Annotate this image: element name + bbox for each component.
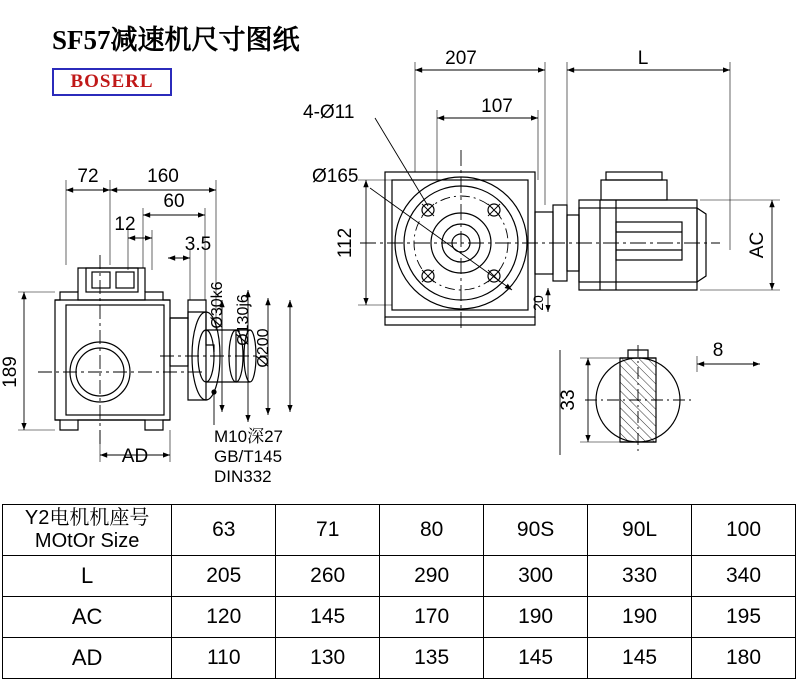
dim-107: 107 — [481, 96, 513, 117]
dim-d165: Ø165 — [312, 166, 359, 187]
dim-60: 60 — [163, 191, 185, 212]
brand-logo-text: BOSERL — [70, 71, 154, 92]
dim-3-5: 3.5 — [184, 234, 212, 255]
table-cell: 205 — [172, 556, 276, 597]
table-cell: 340 — [692, 556, 796, 597]
dim-160: 160 — [147, 166, 179, 187]
table-cell: 300 — [484, 556, 588, 597]
dim-4-d11: 4-Ø11 — [303, 102, 355, 123]
table-cell: 145 — [484, 638, 588, 679]
dim-8: 8 — [712, 340, 724, 361]
table-size-cell: 90L — [588, 505, 692, 556]
table-cell: 260 — [276, 556, 380, 597]
table-header-row — [3, 505, 796, 556]
table-size-cell: 71 — [276, 505, 380, 556]
label-AC: AC — [747, 231, 768, 259]
note-din: DIN332 — [214, 467, 272, 486]
table-cell: 190 — [484, 597, 588, 638]
dim-207: 207 — [445, 48, 477, 69]
table-cell: 135 — [380, 638, 484, 679]
dim-189: 189 — [0, 356, 21, 388]
table-cell: 145 — [588, 638, 692, 679]
page-title: SF57减速机尺寸图纸 — [52, 25, 300, 55]
table-cell: 110 — [172, 638, 276, 679]
table-row — [3, 556, 796, 597]
table-cell: 130 — [276, 638, 380, 679]
table-header-label — [3, 505, 172, 556]
note-gb: GB/T145 — [214, 447, 283, 466]
table-header-line2: MOtOr Size — [34, 530, 140, 552]
dim-33: 33 — [558, 389, 579, 411]
table-row-label: L — [3, 556, 172, 597]
dim-12: 12 — [114, 214, 136, 235]
table-size-cell: 90S — [484, 505, 588, 556]
dim-d30k6: Ø30k6 — [209, 281, 226, 329]
table-cell: 180 — [692, 638, 796, 679]
dim-20: 20 — [530, 295, 546, 311]
dim-d200: Ø200 — [255, 328, 272, 368]
table-cell: 170 — [380, 597, 484, 638]
label-AD: AD — [121, 446, 149, 467]
table-cell: 120 — [172, 597, 276, 638]
note-m10: M10深27 — [214, 427, 283, 446]
table-cell: 145 — [276, 597, 380, 638]
table-row-label: AD — [3, 638, 172, 679]
table-size-cell: 100 — [692, 505, 796, 556]
table-cell: 190 — [588, 597, 692, 638]
table-cell: 195 — [692, 597, 796, 638]
table-cell: 290 — [380, 556, 484, 597]
table-size-cell: 80 — [380, 505, 484, 556]
table-row-label: AC — [3, 597, 172, 638]
dim-72: 72 — [77, 166, 99, 187]
dim-L: L — [637, 48, 649, 69]
dim-d130j6: Ø130j6 — [235, 294, 252, 346]
table-row — [3, 597, 796, 638]
dim-112: 112 — [335, 227, 356, 259]
spec-table — [2, 504, 796, 679]
table-header-line1: Y2电机机座号 — [24, 507, 150, 529]
table-size-cell: 63 — [172, 505, 276, 556]
table-row — [3, 638, 796, 679]
table-cell: 330 — [588, 556, 692, 597]
